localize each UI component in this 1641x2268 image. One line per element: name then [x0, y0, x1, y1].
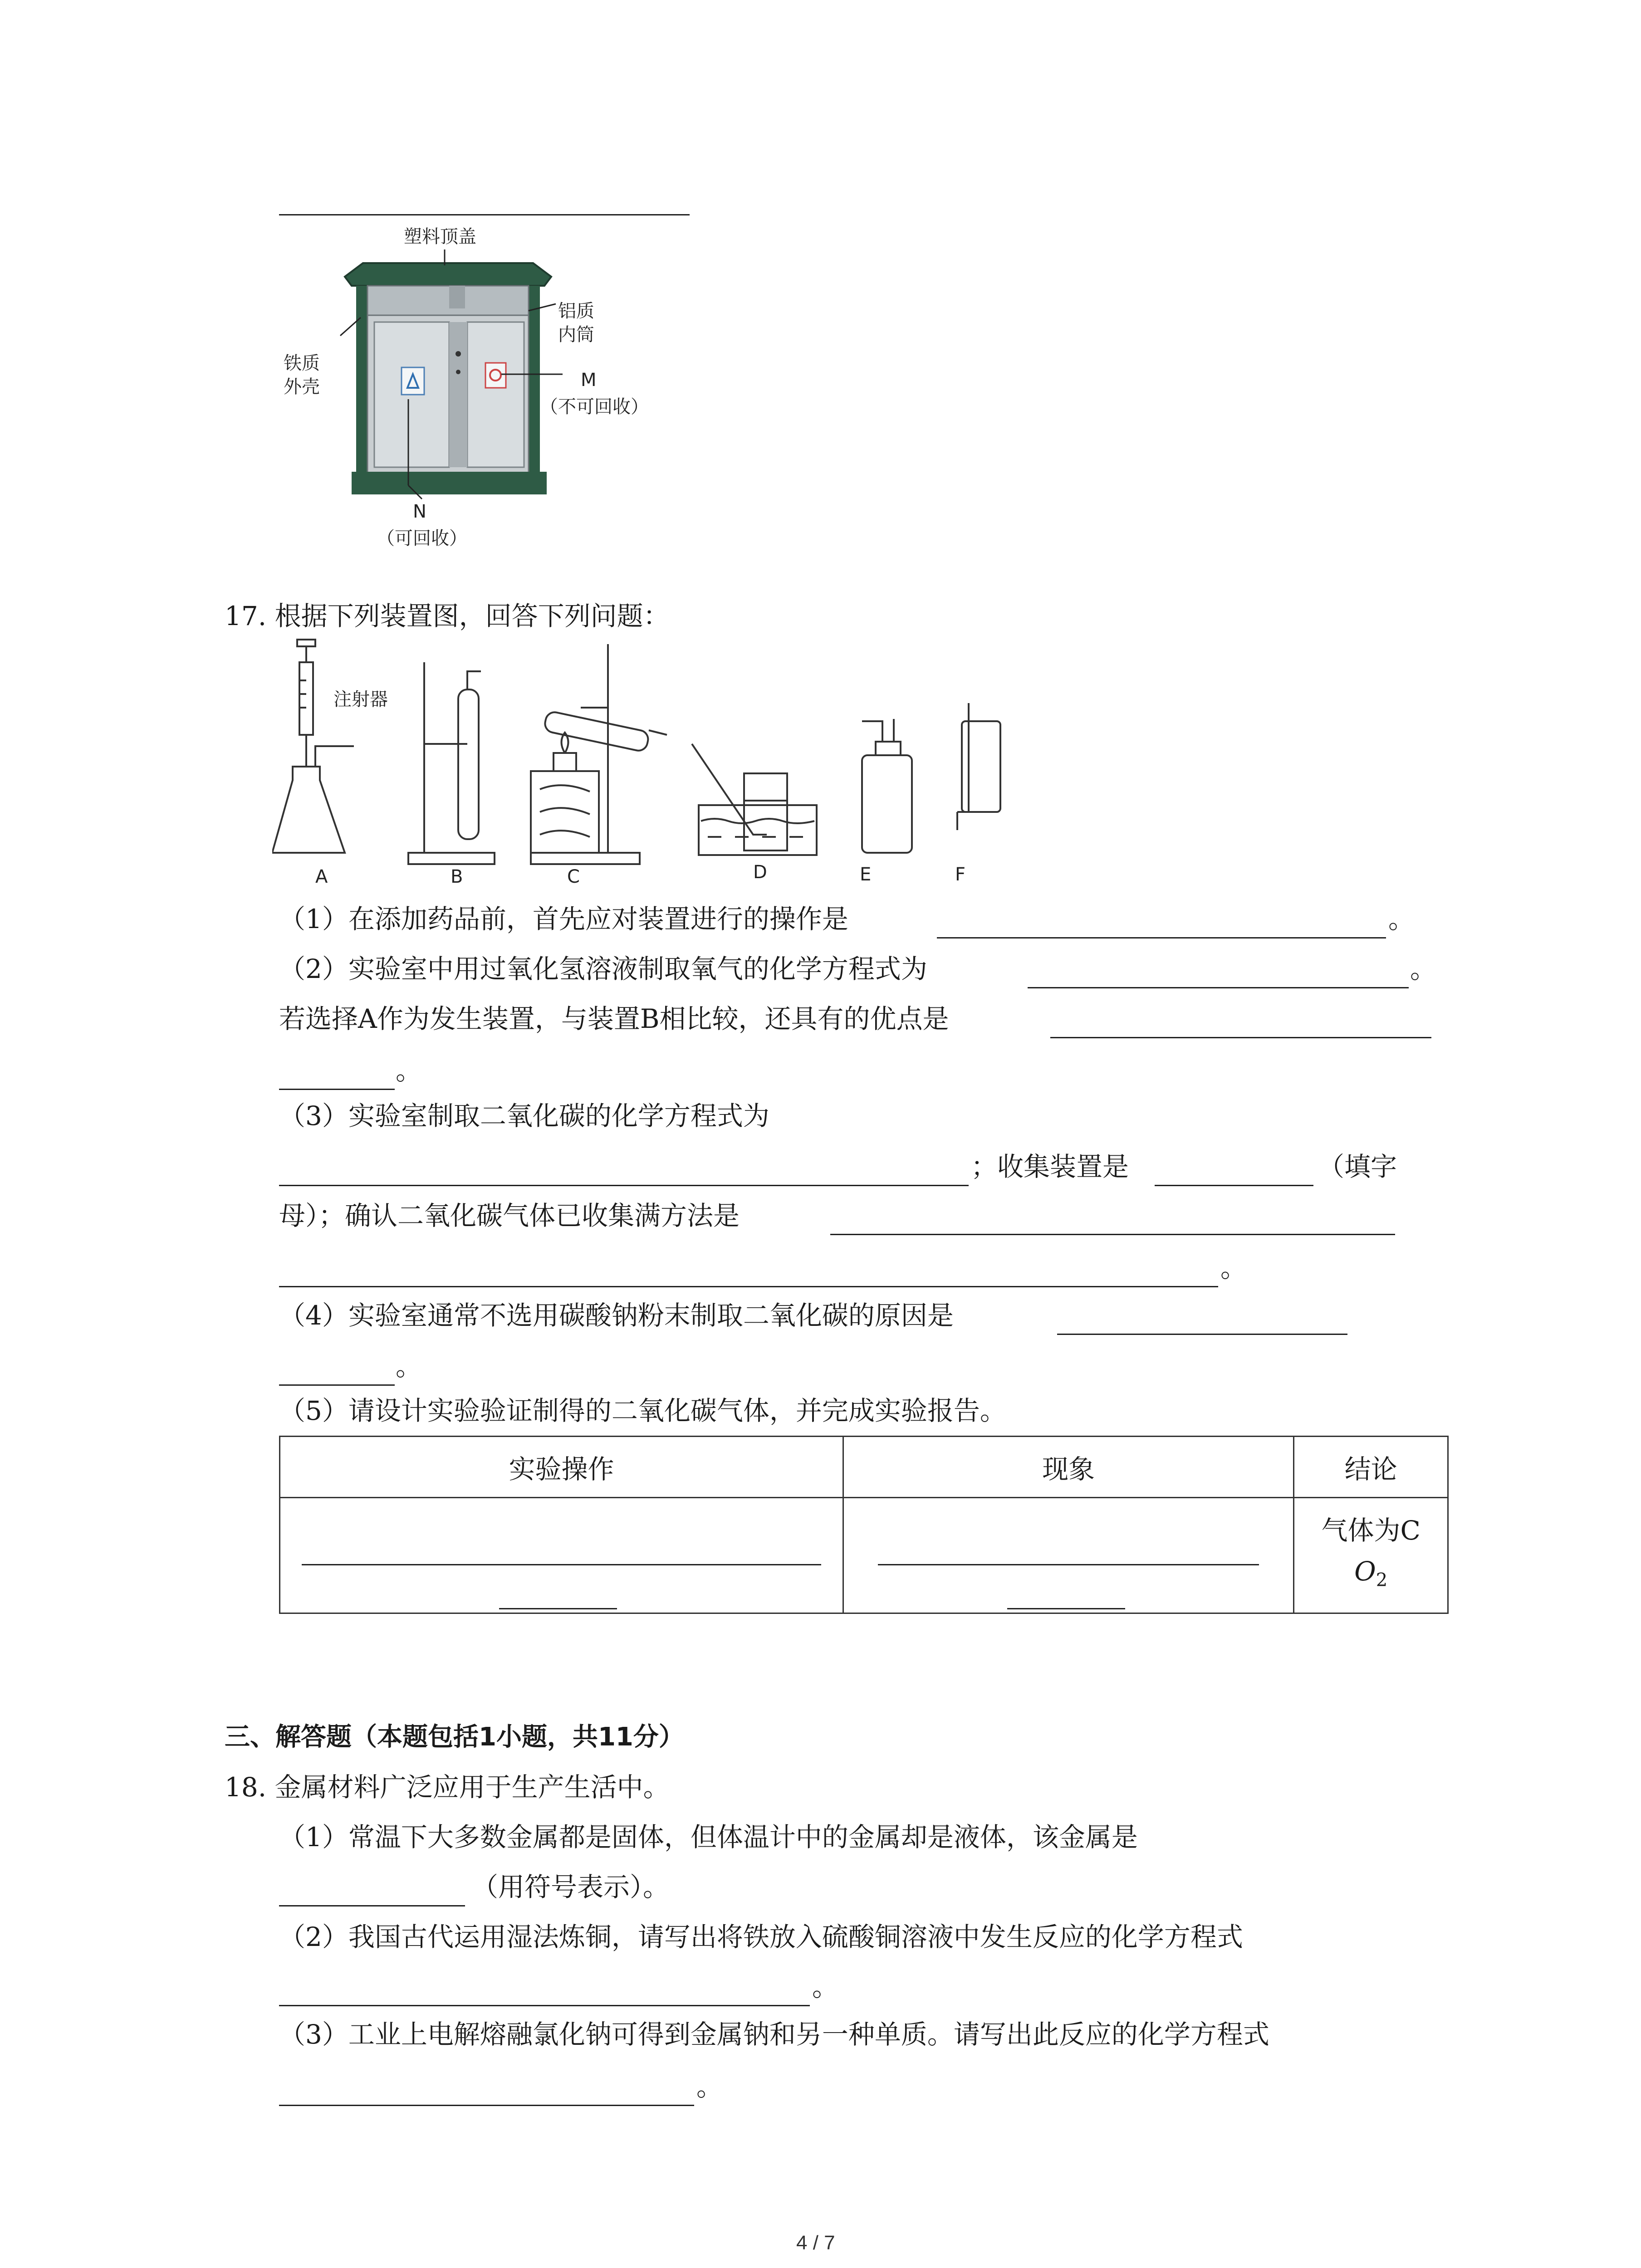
operation-blank-1[interactable]: [302, 1564, 821, 1565]
apparatus-letter-b: B: [451, 866, 463, 887]
conclusion-subscript: 2: [1376, 1569, 1388, 1591]
q17-part3a-blank[interactable]: [279, 1185, 969, 1186]
q17-part1-blank[interactable]: [937, 937, 1386, 938]
q17-part2b: 若选择A作为发生装置，与装置B相比较，还具有的优点是: [279, 1003, 949, 1034]
answer-blank-top: [279, 214, 690, 215]
q17-part2b-blank-cont[interactable]: [279, 1089, 395, 1090]
label-m: M: [581, 370, 597, 391]
page-number: 4 / 7: [796, 2232, 835, 2254]
q18-part1a: （1）常温下大多数金属都是固体，但体温计中的金属却是液体，该金属是: [279, 1822, 1138, 1853]
operation-blank-2[interactable]: [499, 1608, 617, 1609]
q18-title: 18. 金属材料广泛应用于生产生活中。: [225, 1772, 670, 1803]
label-iron-shell: 铁质 外壳: [284, 353, 320, 397]
q17-part2a-blank[interactable]: [1028, 987, 1409, 988]
apparatus-letter-c: C: [567, 866, 580, 887]
label-top-cover: 塑料顶盖: [404, 226, 476, 247]
apparatus-letter-a: A: [315, 866, 328, 887]
q17-part2b-blank[interactable]: [1050, 1037, 1431, 1038]
q17-part2a: （2）实验室中用过氧化氢溶液制取氧气的化学方程式为: [279, 953, 927, 984]
conclusion-line2: O: [1354, 1556, 1376, 1587]
q17-part2b-period: 。: [396, 1055, 422, 1086]
apparatus-figure: [272, 635, 1007, 889]
section3-heading: 三、解答题（本题包括1小题，共11分）: [225, 1722, 684, 1752]
label-aluminum-inner: 铝质 内筒: [558, 301, 594, 345]
apparatus-letter-f: F: [955, 864, 966, 885]
q17-part5: （5）请设计实验验证制得的二氧化碳气体，并完成实验报告。: [279, 1395, 1006, 1426]
q17-part2a-period: 。: [1410, 953, 1437, 984]
phenomenon-blank-2[interactable]: [1007, 1608, 1125, 1609]
conclusion-line1: 气体为C: [1321, 1515, 1421, 1546]
q18-part2: （2）我国古代运用湿法炼铜，请写出将铁放入硫酸铜溶液中发生反应的化学方程式: [279, 1921, 1243, 1952]
table-cell-phenomenon[interactable]: [843, 1498, 1294, 1613]
trash-bin-illustration: [272, 218, 681, 553]
apparatus-letter-d: D: [753, 862, 767, 883]
q18-part3-blank[interactable]: [279, 2105, 694, 2106]
phenomenon-blank-1[interactable]: [878, 1564, 1259, 1565]
q18-part1b: （用符号表示）。: [472, 1872, 670, 1902]
q17-part3d-blank-cont[interactable]: [279, 1286, 1218, 1287]
label-n: N: [413, 501, 426, 522]
q18-part2-blank[interactable]: [279, 2005, 810, 2006]
q17-part3d-blank[interactable]: [830, 1234, 1395, 1235]
table-header-operation: 实验操作: [280, 1437, 843, 1498]
apparatus-illustration: [272, 635, 1007, 889]
table-cell-conclusion: [1294, 1498, 1448, 1613]
q17-part3a: （3）实验室制取二氧化碳的化学方程式为: [279, 1100, 769, 1131]
label-n-note: （可回收）: [377, 528, 467, 549]
table-cell-operation[interactable]: [280, 1498, 843, 1613]
apparatus-letter-e: E: [860, 864, 872, 885]
table-header-conclusion: 结论: [1294, 1437, 1448, 1498]
table-header-phenomenon: 现象: [843, 1437, 1294, 1498]
q17-part3b-blank[interactable]: [1155, 1185, 1313, 1186]
q17-part1: （1）在添加药品前，首先应对装置进行的操作是: [279, 904, 848, 934]
q18-part2-period: 。: [812, 1971, 839, 2002]
q17-part4-blank-cont[interactable]: [279, 1384, 395, 1386]
trash-bin-figure: [272, 218, 681, 553]
q18-part3: （3）工业上电解熔融氯化钠可得到金属钠和另一种单质。请写出此反应的化学方程式: [279, 2019, 1269, 2050]
q17-part3c: （填字: [1318, 1151, 1397, 1182]
q17-part1-period: 。: [1388, 904, 1415, 934]
q17-part4-blank[interactable]: [1057, 1334, 1347, 1335]
q17-part3d: 母）；确认二氧化碳气体已收集满方法是: [279, 1200, 740, 1231]
q17-title: 17. 根据下列装置图，回答下列问题：: [225, 601, 670, 631]
q17-part4: （4）实验室通常不选用碳酸钠粉末制取二氧化碳的原因是: [279, 1300, 954, 1331]
q17-part3d-period: 。: [1220, 1252, 1247, 1283]
q17-part4-period: 。: [396, 1351, 422, 1382]
q18-part1-blank[interactable]: [279, 1905, 465, 1906]
syringe-label: 注射器: [333, 689, 388, 710]
q17-part3b: ；收集装置是: [971, 1151, 1129, 1182]
label-m-note: （不可回收）: [540, 396, 649, 417]
q18-part3-period: 。: [696, 2071, 723, 2102]
experiment-report-table: [279, 1436, 1449, 1614]
